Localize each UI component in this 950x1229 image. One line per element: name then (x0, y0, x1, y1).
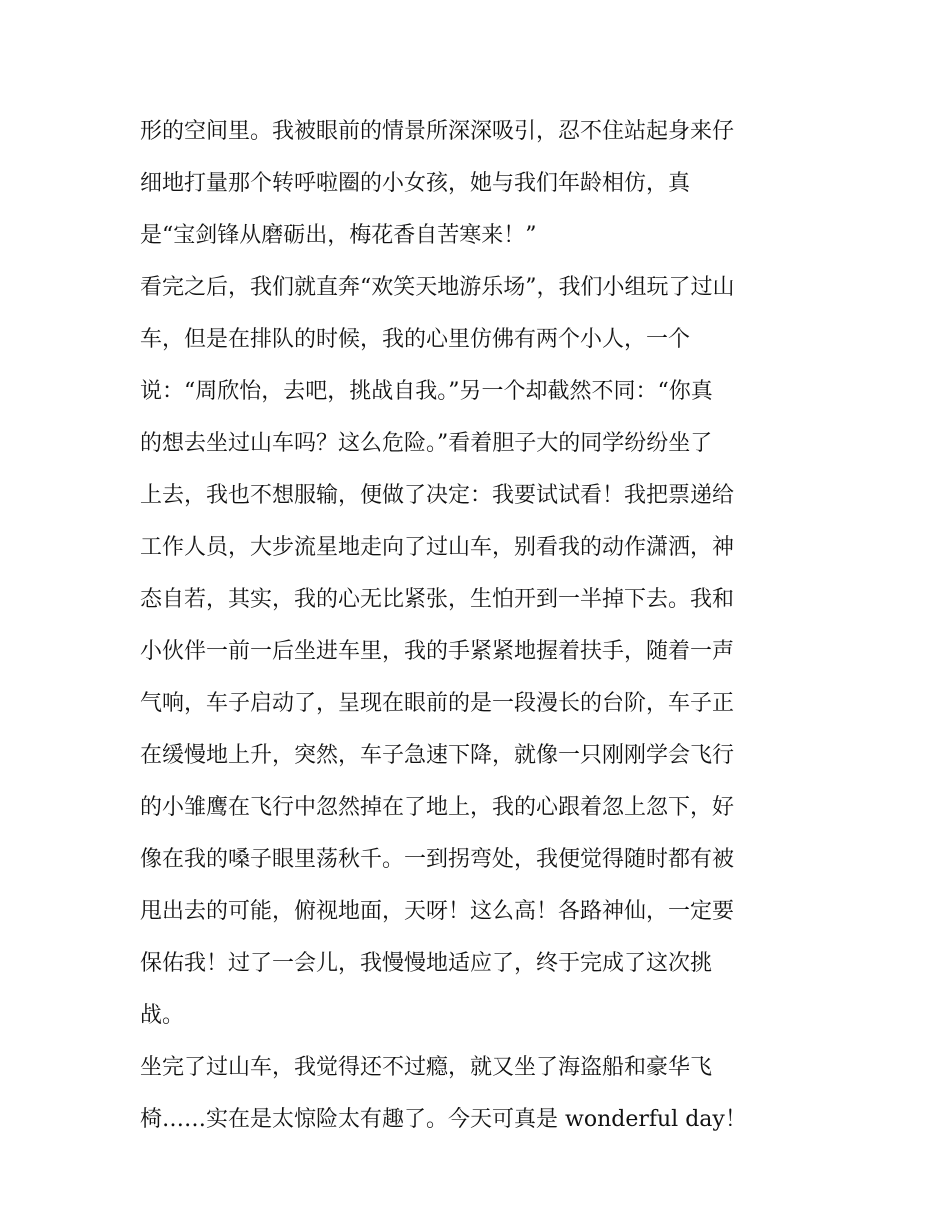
text-line: 上去，我也不想服输，便做了决定：我要试试看！我把票递给 (140, 483, 735, 508)
text-line: 形的空间里。我被眼前的情景所深深吸引，忍不住站起身来仔 (140, 119, 735, 144)
text-line: 甩出去的可能，俯视地面，天呀！这么高！各路神仙，一定要 (140, 899, 735, 924)
text-line: 战。 (140, 1003, 185, 1028)
text-line: 气响，车子启动了，呈现在眼前的是一段漫长的台阶，车子正 (140, 691, 735, 716)
text-line: 工作人员，大步流星地走向了过山车，别看我的动作潇洒，神 (140, 535, 735, 560)
text-line: 说：“周欣怡，去吧，挑战自我。”另一个却截然不同：“你真 (140, 379, 713, 404)
text-line: 的想去坐过山车吗？这么危险。”看着胆子大的同学纷纷坐了 (140, 431, 713, 456)
text-line: 态自若，其实，我的心无比紧张，生怕开到一半掉下去。我和 (140, 587, 735, 612)
text-line: 像在我的嗓子眼里荡秋千。一到拐弯处，我便觉得随时都有被 (140, 847, 735, 872)
text-line: 车，但是在排队的时候，我的心里仿佛有两个小人，一个 (140, 327, 691, 352)
text-line: 的小雏鹰在飞行中忽然掉在了地上，我的心跟着忽上忽下，好 (140, 795, 735, 820)
text-line: 在缓慢地上升，突然，车子急速下降，就像一只刚刚学会飞行 (140, 743, 735, 768)
text-line: 坐完了过山车，我觉得还不过瘾，就又坐了海盗船和豪华飞 (140, 1055, 713, 1080)
text-line: 小伙伴一前一后坐进车里，我的手紧紧地握着扶手，随着一声 (140, 639, 735, 664)
text-line: 椅……实在是太惊险太有趣了。今天可真是 wonderful day！ (140, 1107, 747, 1132)
text-line: 保佑我！过了一会儿，我慢慢地适应了，终于完成了这次挑 (140, 951, 713, 976)
essay-body (140, 106, 820, 1146)
text-line: 细地打量那个转呼啦圈的小女孩，她与我们年龄相仿，真 (140, 171, 691, 196)
text-line: 是“宝剑锋从磨砺出，梅花香自苦寒来！” (140, 223, 537, 248)
text-line: 看完之后，我们就直奔“欢笑天地游乐场”，我们小组玩了过山 (140, 275, 735, 300)
